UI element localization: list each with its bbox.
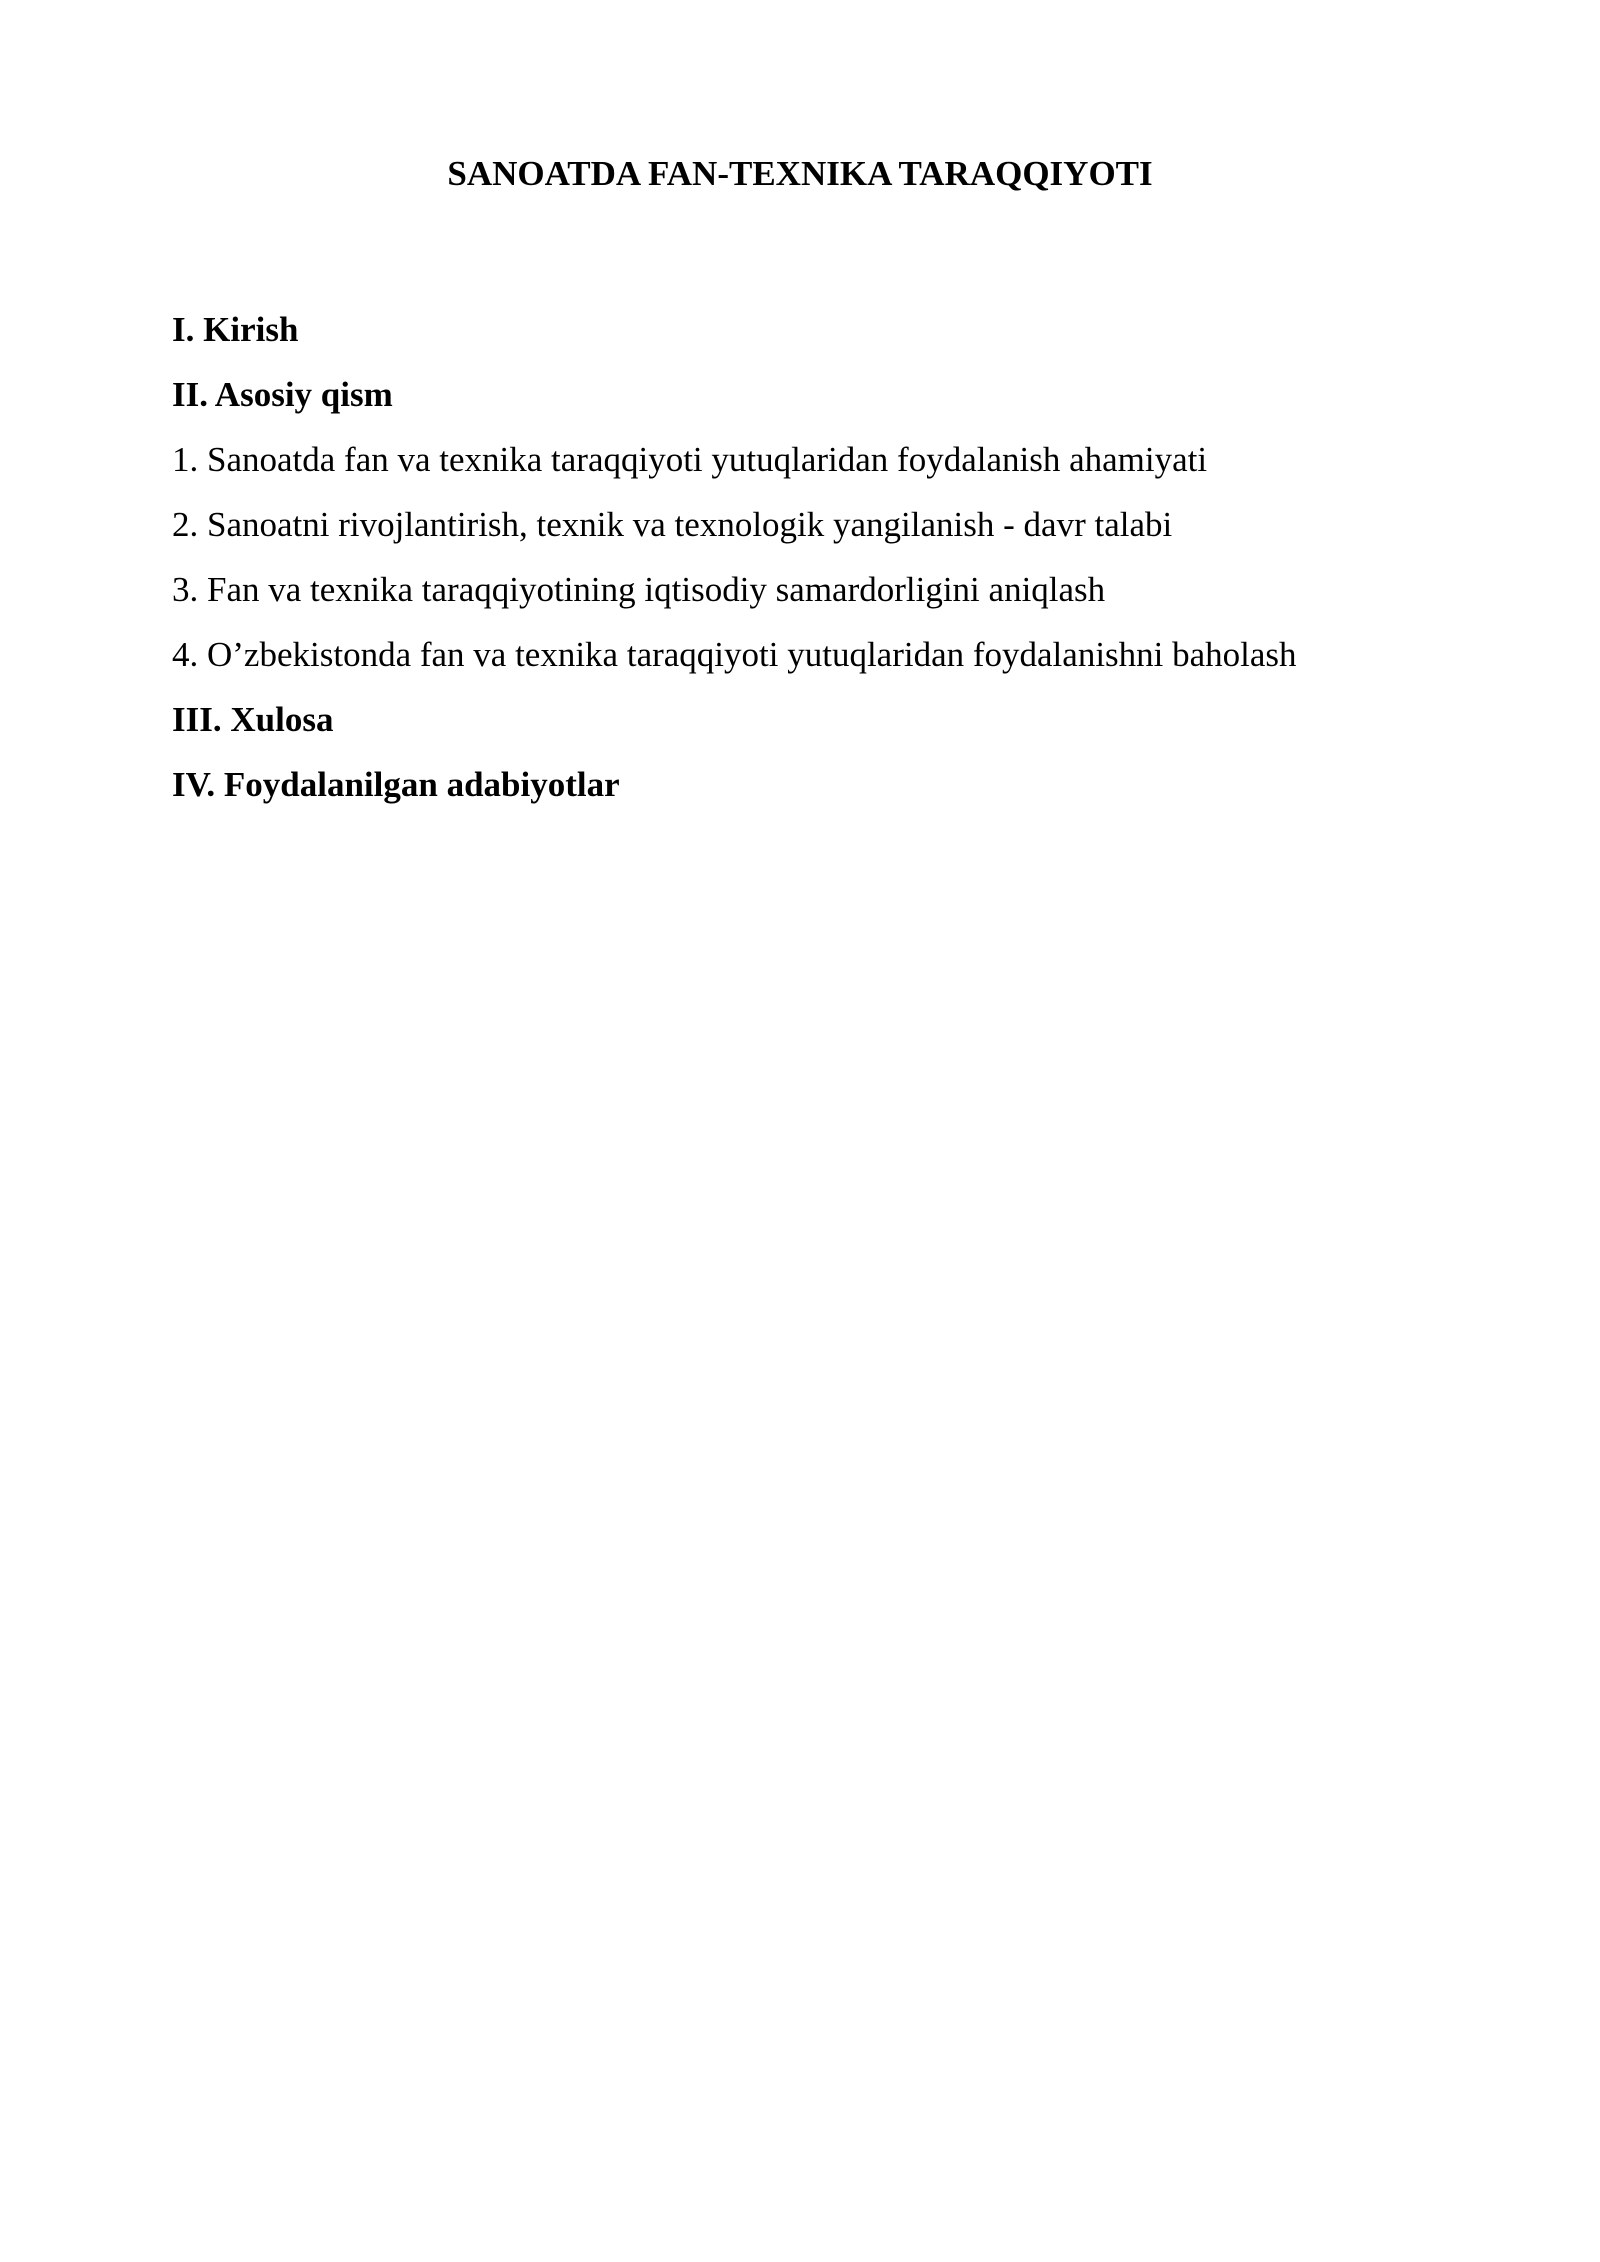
toc-item-main-part: II. Asosiy qism (172, 375, 393, 414)
toc-item-section-4: 4. O’zbekistonda fan va texnika taraqqiyoti yutuqlaridan foydalanishni baholash (172, 635, 1297, 674)
toc-item-introduction: I. Kirish (172, 310, 299, 349)
toc-item-conclusion: III. Xulosa (172, 700, 334, 739)
toc-item-section-2: 2. Sanoatni rivojlantirish, texnik va texnologik yangilanish - davr talabi (172, 505, 1173, 544)
toc-item-section-1: 1. Sanoatda fan va texnika taraqqiyoti yutuqlaridan foydalanish ahamiyati (172, 440, 1208, 479)
document-title: SANOATDA FAN-TEXNIKA TARAQQIYOTI (447, 154, 1153, 193)
table-of-contents (172, 309, 1472, 829)
toc-item-section-3: 3. Fan va texnika taraqqiyotining iqtisodiy samardorligini aniqlash (172, 570, 1106, 609)
toc-item-references: IV. Foydalanilgan adabiyotlar (172, 765, 620, 804)
